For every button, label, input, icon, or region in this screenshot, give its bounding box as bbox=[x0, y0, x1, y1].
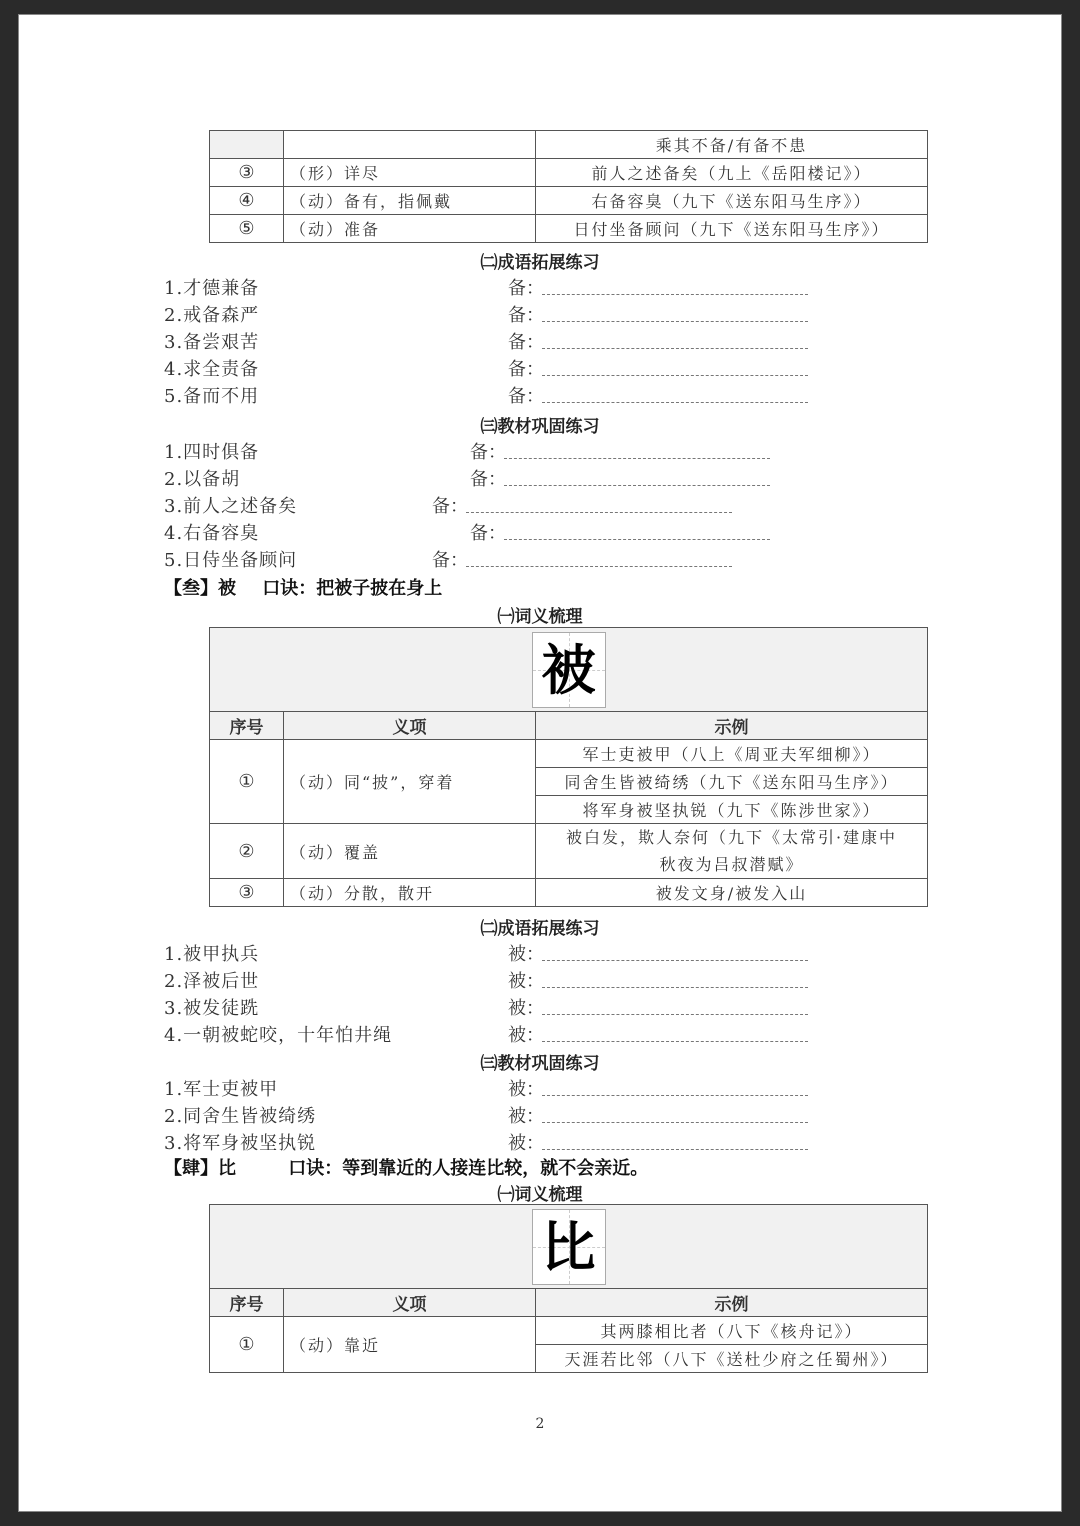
answer-blank[interactable] bbox=[542, 375, 808, 376]
table-row bbox=[210, 879, 928, 907]
row-example: 将军身被坚执锐（九下《陈涉世家》） bbox=[536, 796, 928, 824]
row-example bbox=[536, 824, 928, 879]
exercise-item: 2.戒备森严 bbox=[164, 305, 260, 326]
answer-blank[interactable] bbox=[542, 1014, 808, 1015]
answer-blank[interactable] bbox=[466, 566, 732, 567]
exercise-item: 1.被甲执兵 bbox=[164, 944, 260, 965]
answer-blank[interactable] bbox=[504, 539, 770, 540]
row-number bbox=[210, 131, 284, 159]
answer-blank[interactable] bbox=[542, 1122, 808, 1123]
answer-blank[interactable] bbox=[542, 321, 808, 322]
answer-label: 备： bbox=[508, 332, 544, 353]
answer-label: 被： bbox=[508, 944, 544, 965]
header-example: 示例 bbox=[536, 1289, 928, 1317]
answer-blank[interactable] bbox=[542, 294, 808, 295]
row-example: 右备容臭（九下《送东阳马生序》） bbox=[536, 187, 928, 215]
bi-meaning-table bbox=[209, 1204, 928, 1373]
exercise-item: 3.将军身被坚执锐 bbox=[164, 1133, 317, 1154]
character-header-row bbox=[210, 1205, 928, 1289]
answer-blank[interactable] bbox=[504, 458, 770, 459]
exercise-item: 2.以备胡 bbox=[164, 469, 241, 490]
section-title: ㈠词义梳理 bbox=[497, 1185, 583, 1205]
answer-label: 被： bbox=[508, 1025, 544, 1046]
answer-label: 备： bbox=[470, 442, 506, 463]
row-number: ③ bbox=[210, 159, 284, 187]
table-row bbox=[210, 215, 928, 243]
answer-blank[interactable] bbox=[504, 485, 770, 486]
column-header-row bbox=[210, 1289, 928, 1317]
character-cell bbox=[210, 628, 928, 712]
exercise-item: 5.备而不用 bbox=[164, 386, 260, 407]
row-number: ② bbox=[210, 824, 284, 879]
section-title: ㈡成语拓展练习 bbox=[480, 919, 600, 939]
exercise-item: 3.备尝艰苦 bbox=[164, 332, 260, 353]
exercise-item: 1.才德兼备 bbox=[164, 278, 260, 299]
exercise-item: 2.泽被后世 bbox=[164, 971, 260, 992]
exercise-item: 4.求全责备 bbox=[164, 359, 260, 380]
mnemonic: 口诀：把被子披在身上 bbox=[262, 578, 443, 599]
row-number: ④ bbox=[210, 187, 284, 215]
row-meaning: （动）靠近 bbox=[284, 1317, 536, 1373]
character-header-row bbox=[210, 628, 928, 712]
answer-blank[interactable] bbox=[466, 512, 732, 513]
answer-label: 被： bbox=[508, 1106, 544, 1127]
row-meaning: （动）备有，指佩戴 bbox=[284, 187, 536, 215]
answer-label: 被： bbox=[508, 1133, 544, 1154]
answer-label: 备： bbox=[470, 523, 506, 544]
answer-label: 备： bbox=[508, 386, 544, 407]
character-heading bbox=[164, 1154, 648, 1180]
character-glyph: 比 bbox=[541, 1214, 596, 1279]
row-meaning: （动）分散，散开 bbox=[284, 879, 536, 907]
header-number: 序号 bbox=[210, 712, 284, 740]
answer-blank[interactable] bbox=[542, 402, 808, 403]
exercise-item: 3.被发徒跣 bbox=[164, 998, 260, 1019]
row-example: 其两膝相比者（八下《核舟记》） bbox=[536, 1317, 928, 1345]
table-row bbox=[210, 824, 928, 879]
answer-label: 被： bbox=[508, 998, 544, 1019]
character-heading-label: 【肆】比 bbox=[164, 1158, 236, 1179]
header-meaning: 义项 bbox=[284, 712, 536, 740]
row-number: ① bbox=[210, 740, 284, 824]
bei2-meaning-table bbox=[209, 627, 928, 907]
answer-blank[interactable] bbox=[542, 987, 808, 988]
row-example: 被发文身/被发入山 bbox=[536, 879, 928, 907]
section-title: ㈠词义梳理 bbox=[497, 607, 583, 627]
row-meaning: （形）详尽 bbox=[284, 159, 536, 187]
example-line: 秋夜为吕叔潜赋》 bbox=[659, 855, 804, 874]
character-heading bbox=[164, 574, 442, 600]
table-row bbox=[210, 131, 928, 159]
header-example: 示例 bbox=[536, 712, 928, 740]
answer-label: 被： bbox=[508, 971, 544, 992]
exercise-item: 3.前人之述备矣 bbox=[164, 496, 298, 517]
answer-blank[interactable] bbox=[542, 1095, 808, 1096]
table-row bbox=[210, 159, 928, 187]
section-title: ㈢教材巩固练习 bbox=[480, 417, 600, 437]
row-example: 日付坐备顾问（九下《送东阳马生序》） bbox=[536, 215, 928, 243]
row-number: ③ bbox=[210, 879, 284, 907]
exercise-item: 1.军士吏被甲 bbox=[164, 1079, 279, 1100]
exercise-item: 5.日侍坐备顾问 bbox=[164, 550, 298, 571]
section-title: ㈡成语拓展练习 bbox=[480, 253, 600, 273]
answer-blank[interactable] bbox=[542, 1149, 808, 1150]
exercise-item: 4.一朝被蛇咬，十年怕井绳 bbox=[164, 1025, 393, 1046]
row-meaning: （动）准备 bbox=[284, 215, 536, 243]
exercise-item: 1.四时俱备 bbox=[164, 442, 260, 463]
example-line: 被白发，欺人奈何（九下《太常引·建康中 bbox=[565, 828, 898, 847]
table-row bbox=[210, 1317, 928, 1345]
answer-blank[interactable] bbox=[542, 1041, 808, 1042]
table-row bbox=[210, 187, 928, 215]
document-page bbox=[18, 14, 1062, 1512]
row-number: ① bbox=[210, 1317, 284, 1373]
row-meaning: （动）同“披”，穿着 bbox=[284, 740, 536, 824]
answer-label: 备： bbox=[432, 550, 468, 571]
character-glyph: 被 bbox=[541, 637, 596, 702]
row-example: 前人之述备矣（九上《岳阳楼记》） bbox=[536, 159, 928, 187]
row-example: 同舍生皆被绮绣（九下《送东阳马生序》） bbox=[536, 768, 928, 796]
answer-blank[interactable] bbox=[542, 348, 808, 349]
character-box bbox=[532, 1209, 606, 1285]
answer-label: 备： bbox=[508, 278, 544, 299]
header-number: 序号 bbox=[210, 1289, 284, 1317]
answer-label: 被： bbox=[508, 1079, 544, 1100]
row-meaning bbox=[284, 131, 536, 159]
character-box bbox=[532, 632, 606, 708]
row-example: 军士吏被甲（八上《周亚夫军细柳》） bbox=[536, 740, 928, 768]
answer-label: 备： bbox=[508, 359, 544, 380]
character-cell bbox=[210, 1205, 928, 1289]
character-heading-label: 【叁】被 bbox=[164, 578, 236, 599]
exercise-item: 2.同舍生皆被绮绣 bbox=[164, 1106, 317, 1127]
answer-label: 备： bbox=[432, 496, 468, 517]
row-example: 天涯若比邻（八下《送杜少府之任蜀州》） bbox=[536, 1345, 928, 1373]
mnemonic: 口诀：等到靠近的人接连比较，就不会亲近。 bbox=[288, 1158, 649, 1179]
row-number: ⑤ bbox=[210, 215, 284, 243]
row-meaning: （动）覆盖 bbox=[284, 824, 536, 879]
page-number: 2 bbox=[535, 1416, 545, 1432]
header-meaning: 义项 bbox=[284, 1289, 536, 1317]
answer-blank[interactable] bbox=[542, 960, 808, 961]
column-header-row bbox=[210, 712, 928, 740]
exercise-item: 4.右备容臭 bbox=[164, 523, 260, 544]
bei-meaning-table-continued bbox=[209, 130, 928, 243]
answer-label: 备： bbox=[508, 305, 544, 326]
table-row bbox=[210, 740, 928, 768]
answer-label: 备： bbox=[470, 469, 506, 490]
section-title: ㈢教材巩固练习 bbox=[480, 1054, 600, 1074]
row-example: 乘其不备/有备不患 bbox=[536, 131, 928, 159]
